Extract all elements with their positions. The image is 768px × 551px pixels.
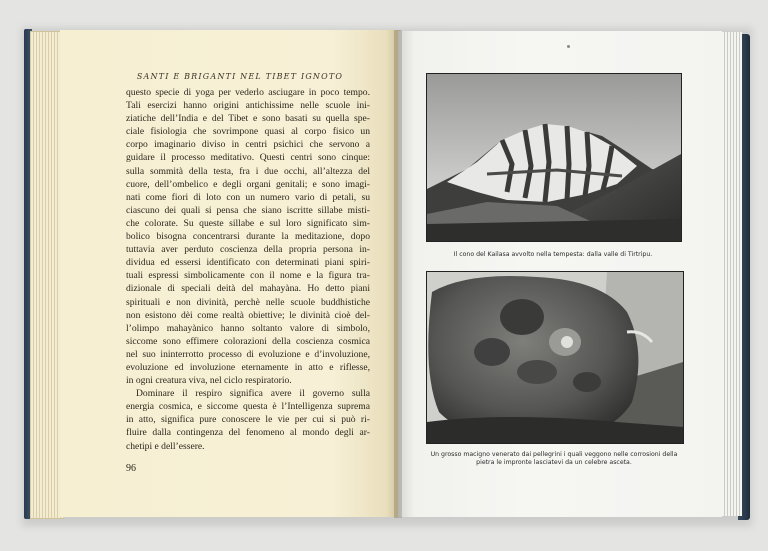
text-line: fluire dalla contingenza del fenomeno al mondo degli ar- (126, 427, 370, 439)
text-line: nel suo ininterrotto processo di evoluzione e d’involuzione, (126, 348, 370, 360)
text-line: guidare il processo meditativo. Questi centri sono cinque: (126, 152, 370, 164)
text-line: questo specie di yoga per vederlo asciugare in poco tempo. (126, 87, 370, 98)
photo-caption: Il cono del Kailasa avvolto nella tempesta: dalla valle di Tirtripu. (453, 251, 653, 258)
mountain-photo (426, 73, 682, 242)
text-line: che colorate. Su queste sillabe e sul loro significato sim- (126, 217, 370, 229)
text-line: Tali esercizi hanno origini antichissime nelle scuole ini- (126, 100, 370, 112)
text-line: siccome sono effimere colorazioni della coscienza cosmica (126, 335, 370, 347)
text-line: dizionale di speciali deità del mahayàna. Ho detto piani (126, 283, 370, 295)
book-gutter (394, 30, 402, 518)
text-line: evoluzione ed involuzione eternamente in atto e riflesse, (126, 361, 370, 373)
page-number: 96 (126, 463, 136, 474)
text-line: in ogni creatura viva, nel ciclo respiratorio. (126, 375, 292, 387)
text-line: ziatiche dell’India e del Tibet e sono basati su quella spe- (126, 113, 370, 125)
text-line: corpo imaginario diviso in centri psichici che servono a (126, 139, 370, 151)
caption-line: Un grosso macigno venerato dai pellegrini i quali veggono nelle corrosioni della (430, 451, 678, 458)
text-line: ciascuno dei quali si pensa che siano iscritte sillabe misti- (126, 204, 370, 216)
running-head: SANTI E BRIGANTI NEL TIBET IGNOTO (136, 72, 344, 81)
text-line: non esistono dèi come realtà obiettive; le divinità cioè del- (126, 309, 370, 321)
boulder-illustration (427, 272, 683, 443)
text-line: tuali espressi simbolicamente con il nome e la figura tra- (126, 270, 370, 282)
text-line: l’olimpo mahayànico hanno soltanto valore di simbolo, (126, 322, 370, 334)
photo-caption (420, 451, 688, 467)
paper-speck (567, 45, 570, 48)
text-line: cuore, dell’ombelico e degli organi genitali; e sono imagi- (126, 178, 370, 190)
page-stack-left (30, 31, 64, 519)
text-line: spirituali e non divinità, perchè nelle scuole buddhistiche (126, 296, 370, 308)
text-line: chetipi e dell’essere. (126, 440, 205, 452)
text-line: ciale fisiologia che sovrimpone quasi al corpo fisico un (126, 126, 370, 138)
text-line: bolico bisogna concentrarsi durante la meditazione, dopo (126, 231, 370, 243)
text-line: energia cosmica, e siccome questa è l’Intelligenza suprema (126, 401, 370, 413)
boulder-photo (426, 271, 684, 444)
text-line: in atto, significa pure conoscere le vie per cui si può ri- (126, 414, 370, 426)
text-line: nati come fiori di loto con un numero vario di petali, su (126, 191, 370, 203)
body-text (126, 86, 370, 453)
mountain-illustration (427, 74, 681, 241)
text-line: sulla sommità della testa, fra i due occhi, all’altezza del (126, 165, 370, 177)
text-line: dividua ed essersi identificato con determinati piani spiri- (126, 257, 370, 269)
text-line: tuttavia aver perduto coscienza della propria persona in- (126, 244, 370, 256)
text-line: Dominare il respiro significa avere il governo sulla (136, 388, 370, 400)
caption-line: pietra le impronte lasciatevi da un celebre asceta. (476, 459, 632, 466)
